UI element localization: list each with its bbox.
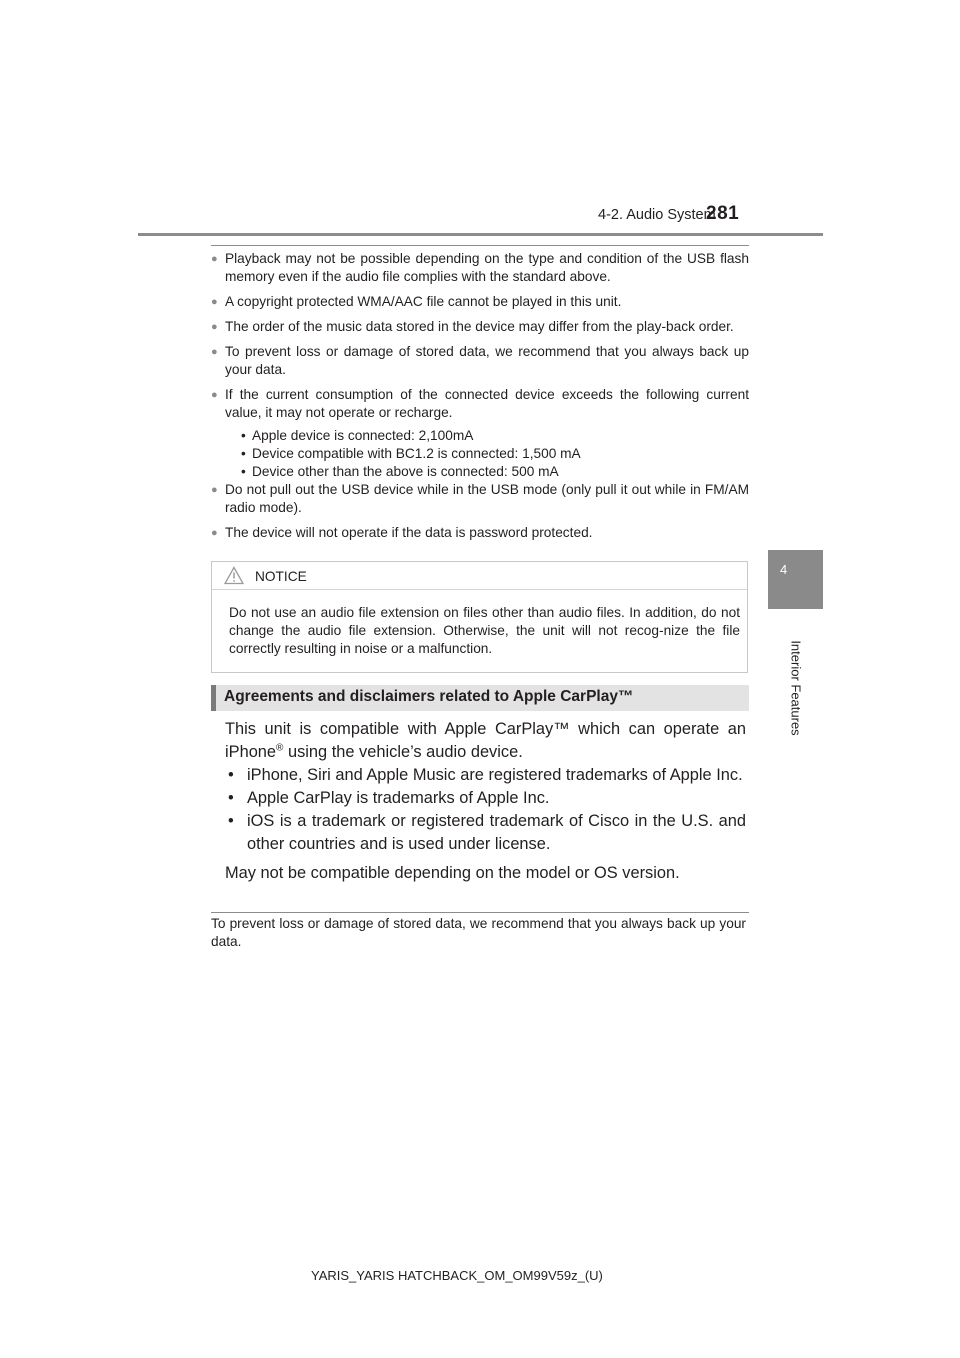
list-item: • iOS is a trademark or registered trademark of Cisco in the U.S. and other countries and is used under license. xyxy=(228,812,746,853)
section-body xyxy=(225,718,746,885)
bullet-icon: ● xyxy=(211,484,218,496)
sub-list-item: • Device other than the above is connected: 500 mA xyxy=(241,464,559,479)
info-list xyxy=(211,250,749,549)
list-item: • iPhone, Siri and Apple Music are registered trademarks of Apple Inc. xyxy=(228,766,743,784)
notice-header xyxy=(212,562,747,590)
list-item: ● To prevent loss or damage of stored data, we recommend that you always back up your data. xyxy=(211,344,749,377)
notice-text: Do not use an audio file extension on files other than audio files. In addition, do not change the audio file extension. Otherwise, the unit will not recog-nize the file correctly resulting in noise or a malfunction. xyxy=(229,605,740,656)
bullet-icon: ● xyxy=(211,389,218,401)
list-item: ● Playback may not be possible depending on the type and condition of the USB flash memory even if the audio file complies with the standard above. xyxy=(211,251,749,284)
header-section-title: 4-2. Audio System xyxy=(598,207,716,223)
info-box-rule xyxy=(211,245,749,246)
notice-title: NOTICE xyxy=(255,569,307,584)
bullet-icon: ● xyxy=(211,296,218,308)
warning-triangle-icon xyxy=(224,566,244,585)
section-heading-text: Agreements and disclaimers related to Apple CarPlay™ xyxy=(224,688,634,705)
bullet-icon: ● xyxy=(211,527,218,539)
list-item: • Apple CarPlay is trademarks of Apple Inc. xyxy=(228,789,550,807)
section-heading xyxy=(211,685,749,711)
document-code: YARIS_YARIS HATCHBACK_OM_OM99V59z_(U) xyxy=(311,1268,603,1283)
list-item: ● The device will not operate if the data is password protected. xyxy=(211,525,593,540)
bullet-icon: ● xyxy=(211,346,218,358)
chapter-label: Interior Features xyxy=(788,640,804,736)
intro-paragraph: This unit is compatible with Apple CarPlay™ which can operate an iPhone® using the vehicle’s audio device. xyxy=(225,720,746,761)
sub-list-item: • Device compatible with BC1.2 is connected: 1,500 mA xyxy=(241,446,581,461)
current-values-list xyxy=(211,427,749,481)
footnote-rule xyxy=(211,912,749,913)
notice-box xyxy=(211,561,748,673)
chapter-number: 4 xyxy=(780,562,788,577)
sub-list-item: • Apple device is connected: 2,100mA xyxy=(241,428,474,443)
bullet-icon: ● xyxy=(211,253,218,265)
closing-paragraph: May not be compatible depending on the model or OS version. xyxy=(225,864,680,882)
chapter-tab xyxy=(768,550,823,609)
footnote-text: To prevent loss or damage of stored data, we recommend that you always back up your data. xyxy=(211,916,746,949)
bullet-icon: ● xyxy=(211,321,218,333)
registered-mark: ® xyxy=(276,742,284,754)
header-rule xyxy=(138,233,823,236)
list-item: ● If the current consumption of the connected device exceeds the following current value, it may not operate or recharge. xyxy=(211,387,749,420)
page-number: 281 xyxy=(706,203,740,224)
list-item: ● A copyright protected WMA/AAC file cannot be played in this unit. xyxy=(211,294,622,309)
list-item: ● Do not pull out the USB device while in the USB mode (only pull it out while in FM/AM radio mode). xyxy=(211,482,749,515)
list-item: ● The order of the music data stored in the device may differ from the play-back order. xyxy=(211,319,734,334)
